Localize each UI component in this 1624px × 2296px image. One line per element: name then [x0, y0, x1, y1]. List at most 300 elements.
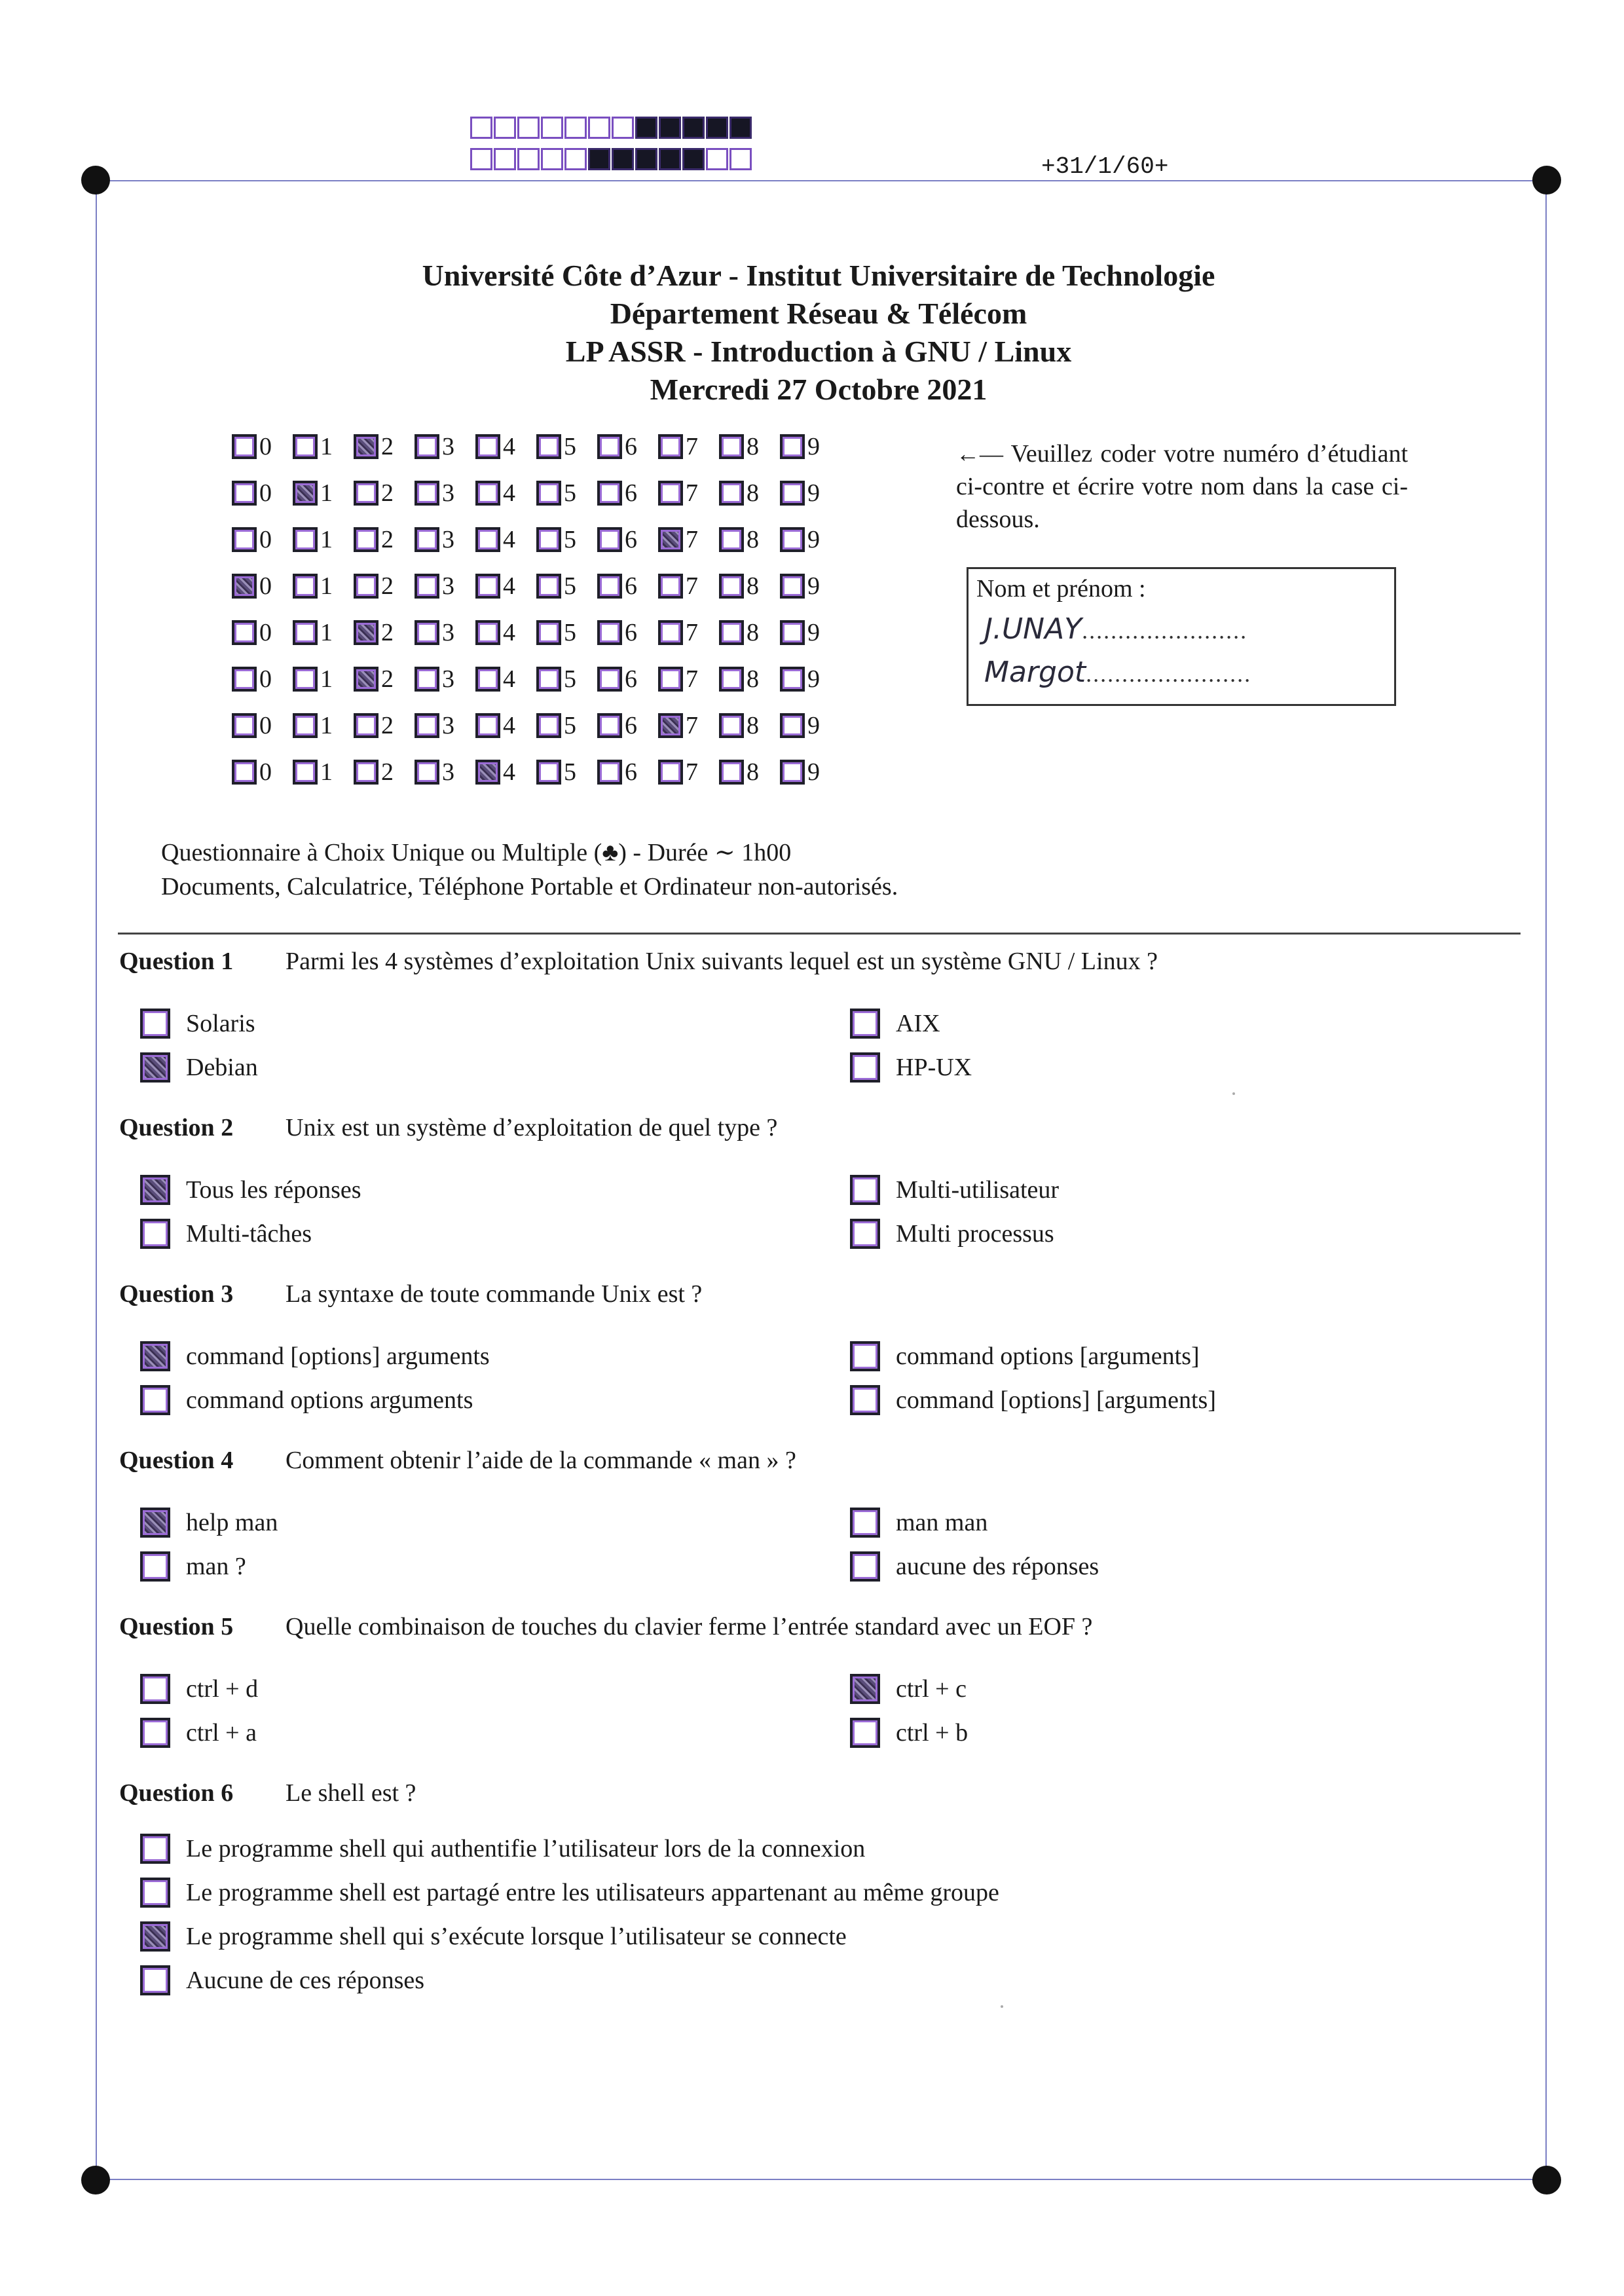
answer-checkbox[interactable]: [140, 1219, 170, 1249]
digit-checkbox[interactable]: [232, 481, 257, 506]
answer-checkbox[interactable]: [140, 1341, 170, 1371]
student-id-digit-option[interactable]: [293, 525, 354, 554]
student-id-digit-option[interactable]: [597, 665, 658, 694]
digit-label: 4: [503, 572, 515, 600]
digit-label: 5: [564, 712, 576, 739]
digit-checkbox[interactable]: [536, 481, 561, 506]
student-id-digit-option[interactable]: [780, 432, 841, 461]
page-barcode-row-2: [470, 148, 752, 170]
student-id-digit-option[interactable]: [354, 711, 415, 740]
first-name-line[interactable]: [984, 656, 1251, 689]
student-id-digit-option[interactable]: [658, 432, 719, 461]
answer-checkbox[interactable]: [850, 1674, 880, 1704]
student-id-digit-option[interactable]: [658, 479, 719, 508]
student-id-digit-option[interactable]: [719, 758, 780, 787]
digit-checkbox[interactable]: [536, 527, 561, 552]
digit-checkbox[interactable]: [719, 667, 744, 692]
answer-label: Le programme shell est partagé entre les utilisateurs appartenant au même groupe: [186, 1879, 999, 1906]
answer-option[interactable]: [140, 1341, 490, 1371]
digit-checkbox[interactable]: [232, 574, 257, 599]
student-id-digit-option[interactable]: [597, 479, 658, 508]
answer-option[interactable]: [850, 1175, 1059, 1205]
answer-checkbox[interactable]: [140, 1508, 170, 1538]
barcode-cell: [682, 148, 705, 170]
answer-option[interactable]: [140, 1921, 847, 1952]
digit-label: 7: [686, 619, 698, 646]
student-id-digit-option[interactable]: [719, 479, 780, 508]
digit-checkbox[interactable]: [597, 620, 622, 645]
student-id-digit-option[interactable]: [536, 711, 597, 740]
student-id-digit-option[interactable]: [536, 665, 597, 694]
student-id-digit-option[interactable]: [415, 618, 475, 647]
digit-checkbox[interactable]: [354, 620, 378, 645]
digit-checkbox[interactable]: [719, 527, 744, 552]
last-name-line[interactable]: [984, 612, 1247, 646]
digit-label: 3: [442, 572, 454, 600]
name-box-label: Nom et prénom :: [976, 575, 1146, 602]
student-id-digit-option[interactable]: [232, 479, 293, 508]
digit-label: 3: [442, 619, 454, 646]
digit-label: 9: [807, 758, 820, 786]
answer-option[interactable]: [140, 1718, 257, 1748]
student-id-row: [232, 572, 841, 618]
answer-checkbox[interactable]: [850, 1718, 880, 1748]
digit-checkbox[interactable]: [475, 434, 500, 459]
digit-checkbox[interactable]: [232, 667, 257, 692]
student-id-digit-option[interactable]: [780, 618, 841, 647]
student-id-digit-option[interactable]: [415, 758, 475, 787]
first-name-handwritten: Margot: [984, 656, 1086, 689]
answer-option[interactable]: [850, 1052, 972, 1083]
answer-option[interactable]: [140, 1385, 473, 1415]
student-id-digit-option[interactable]: [536, 758, 597, 787]
digit-checkbox[interactable]: [475, 667, 500, 692]
digit-checkbox[interactable]: [597, 481, 622, 506]
student-id-digit-option[interactable]: [475, 479, 536, 508]
name-box[interactable]: [967, 567, 1396, 706]
digit-label: 1: [320, 433, 333, 460]
digit-checkbox[interactable]: [293, 481, 318, 506]
digit-label: 4: [503, 758, 515, 786]
answer-option[interactable]: [140, 1965, 424, 1995]
student-id-digit-option[interactable]: [354, 572, 415, 601]
student-id-digit-option[interactable]: [232, 432, 293, 461]
digit-checkbox[interactable]: [780, 434, 805, 459]
answer-checkbox[interactable]: [140, 1834, 170, 1864]
answer-option[interactable]: [140, 1508, 278, 1538]
digit-checkbox[interactable]: [597, 760, 622, 785]
id-instructions: [956, 437, 1408, 536]
digit-label: 4: [503, 526, 515, 553]
answer-checkbox[interactable]: [850, 1385, 880, 1415]
answer-option[interactable]: [140, 1009, 255, 1039]
digit-label: 9: [807, 665, 820, 693]
digit-checkbox[interactable]: [293, 760, 318, 785]
digit-label: 0: [259, 712, 272, 739]
digit-checkbox[interactable]: [536, 667, 561, 692]
student-id-digit-option[interactable]: [658, 525, 719, 554]
barcode-cell: [659, 117, 681, 139]
digit-label: 2: [381, 712, 394, 739]
digit-label: 2: [381, 665, 394, 693]
question-text: Parmi les 4 systèmes d’exploitation Unix suivants lequel est un système GNU / Linux ?: [286, 948, 1158, 975]
digit-checkbox[interactable]: [719, 620, 744, 645]
student-id-digit-option[interactable]: [475, 665, 536, 694]
answer-checkbox[interactable]: [140, 1551, 170, 1582]
student-id-digit-option[interactable]: [780, 479, 841, 508]
digit-checkbox[interactable]: [232, 760, 257, 785]
student-id-digit-option[interactable]: [232, 618, 293, 647]
student-id-digit-option[interactable]: [293, 572, 354, 601]
answer-checkbox[interactable]: [850, 1508, 880, 1538]
student-id-digit-option[interactable]: [354, 758, 415, 787]
digit-checkbox[interactable]: [475, 527, 500, 552]
student-id-digit-option[interactable]: [719, 572, 780, 601]
barcode-cell: [706, 148, 728, 170]
barcode-cell: [541, 148, 563, 170]
digit-checkbox[interactable]: [597, 713, 622, 738]
student-id-digit-option[interactable]: [354, 479, 415, 508]
digit-checkbox[interactable]: [293, 667, 318, 692]
student-id-digit-option[interactable]: [354, 525, 415, 554]
question-label: Question 3: [119, 1280, 234, 1308]
digit-label: 2: [381, 619, 394, 646]
student-id-digit-option[interactable]: [415, 525, 475, 554]
digit-checkbox[interactable]: [232, 713, 257, 738]
student-id-digit-option[interactable]: [536, 618, 597, 647]
barcode-cell: [470, 117, 492, 139]
digit-checkbox[interactable]: [475, 760, 500, 785]
student-id-digit-option[interactable]: [597, 758, 658, 787]
answer-checkbox[interactable]: [850, 1341, 880, 1371]
student-id-digit-option[interactable]: [658, 758, 719, 787]
student-id-digit-option[interactable]: [354, 618, 415, 647]
student-id-digit-option[interactable]: [232, 525, 293, 554]
digit-checkbox[interactable]: [658, 713, 683, 738]
student-id-digit-option[interactable]: [293, 432, 354, 461]
separator-line: [118, 933, 1521, 935]
digit-checkbox[interactable]: [780, 574, 805, 599]
answer-option[interactable]: [850, 1674, 967, 1704]
digit-checkbox[interactable]: [780, 667, 805, 692]
student-id-digit-option[interactable]: [719, 525, 780, 554]
digit-checkbox[interactable]: [536, 574, 561, 599]
barcode-cell: [729, 148, 752, 170]
answer-option[interactable]: [140, 1834, 865, 1864]
digit-checkbox[interactable]: [232, 527, 257, 552]
answer-checkbox[interactable]: [140, 1674, 170, 1704]
digit-checkbox[interactable]: [415, 527, 439, 552]
digit-checkbox[interactable]: [780, 620, 805, 645]
student-id-digit-option[interactable]: [658, 665, 719, 694]
digit-label: 4: [503, 619, 515, 646]
digit-label: 9: [807, 572, 820, 600]
digit-checkbox[interactable]: [719, 574, 744, 599]
digit-checkbox[interactable]: [415, 620, 439, 645]
student-id-digit-option[interactable]: [536, 525, 597, 554]
answer-label: Tous les réponses: [186, 1176, 361, 1204]
barcode-cell: [682, 117, 705, 139]
digit-checkbox[interactable]: [475, 481, 500, 506]
student-id-digit-option[interactable]: [415, 572, 475, 601]
answer-option[interactable]: [850, 1009, 940, 1039]
answer-option[interactable]: [140, 1052, 258, 1083]
digit-checkbox[interactable]: [354, 667, 378, 692]
digit-checkbox[interactable]: [780, 527, 805, 552]
digit-checkbox[interactable]: [780, 760, 805, 785]
digit-label: 1: [320, 758, 333, 786]
student-id-digit-option[interactable]: [475, 711, 536, 740]
digit-label: 1: [320, 479, 333, 507]
barcode-cell: [635, 117, 657, 139]
barcode-cell: [494, 117, 516, 139]
digit-checkbox[interactable]: [536, 713, 561, 738]
barcode-cell: [494, 148, 516, 170]
answer-option[interactable]: [140, 1219, 312, 1249]
digit-checkbox[interactable]: [354, 760, 378, 785]
digit-checkbox[interactable]: [780, 713, 805, 738]
digit-checkbox[interactable]: [597, 527, 622, 552]
answer-label: ctrl + b: [896, 1719, 969, 1747]
digit-checkbox[interactable]: [658, 620, 683, 645]
answer-checkbox[interactable]: [850, 1219, 880, 1249]
student-id-row: [232, 711, 841, 758]
student-id-digit-option[interactable]: [293, 618, 354, 647]
student-id-digit-option[interactable]: [475, 432, 536, 461]
question-text: La syntaxe de toute commande Unix est ?: [286, 1280, 703, 1308]
barcode-cell: [588, 117, 610, 139]
student-id-digit-option[interactable]: [415, 711, 475, 740]
digit-checkbox[interactable]: [293, 620, 318, 645]
student-id-digit-option[interactable]: [536, 572, 597, 601]
student-id-digit-option[interactable]: [475, 758, 536, 787]
digit-checkbox[interactable]: [415, 481, 439, 506]
question-text: Quelle combinaison de touches du clavier ferme l’entrée standard avec un EOF ?: [286, 1613, 1093, 1640]
student-id-digit-option[interactable]: [293, 479, 354, 508]
digit-checkbox[interactable]: [536, 434, 561, 459]
question-label: Question 6: [119, 1779, 234, 1807]
last-name-handwritten: J.UNAY: [984, 612, 1082, 646]
digit-checkbox[interactable]: [658, 667, 683, 692]
digit-checkbox[interactable]: [658, 760, 683, 785]
digit-label: 0: [259, 433, 272, 460]
student-id-digit-option[interactable]: [597, 618, 658, 647]
digit-label: 2: [381, 526, 394, 553]
student-id-digit-option[interactable]: [536, 479, 597, 508]
header-university: Université Côte d’Azur - Institut Universitaire de Technologie: [422, 259, 1215, 292]
digit-checkbox[interactable]: [719, 481, 744, 506]
student-id-digit-option[interactable]: [415, 479, 475, 508]
student-id-digit-option[interactable]: [719, 432, 780, 461]
student-id-digit-option[interactable]: [293, 711, 354, 740]
digit-checkbox[interactable]: [597, 667, 622, 692]
digit-checkbox[interactable]: [232, 620, 257, 645]
answer-option[interactable]: [140, 1551, 246, 1582]
student-id-digit-option[interactable]: [719, 711, 780, 740]
student-id-digit-option[interactable]: [415, 665, 475, 694]
answer-option[interactable]: [850, 1551, 1099, 1582]
digit-checkbox[interactable]: [415, 713, 439, 738]
student-id-row: [232, 479, 841, 525]
digit-checkbox[interactable]: [293, 527, 318, 552]
digit-label: 3: [442, 665, 454, 693]
digit-label: 8: [747, 526, 759, 553]
answer-option[interactable]: [850, 1508, 987, 1538]
answer-checkbox[interactable]: [140, 1921, 170, 1952]
digit-label: 9: [807, 526, 820, 553]
digit-label: 4: [503, 712, 515, 739]
answer-checkbox[interactable]: [140, 1965, 170, 1995]
digit-checkbox[interactable]: [293, 434, 318, 459]
answer-checkbox[interactable]: [850, 1175, 880, 1205]
digit-checkbox[interactable]: [475, 620, 500, 645]
digit-label: 8: [747, 433, 759, 460]
student-id-digit-option[interactable]: [475, 618, 536, 647]
barcode-cell: [564, 148, 587, 170]
student-id-digit-option[interactable]: [719, 618, 780, 647]
digit-label: 6: [625, 526, 637, 553]
answer-checkbox[interactable]: [140, 1878, 170, 1908]
digit-label: 3: [442, 526, 454, 553]
student-id-digit-option[interactable]: [597, 432, 658, 461]
digit-checkbox[interactable]: [354, 527, 378, 552]
digit-checkbox[interactable]: [658, 574, 683, 599]
digit-label: 0: [259, 526, 272, 553]
answer-label: ctrl + d: [186, 1675, 259, 1703]
digit-checkbox[interactable]: [719, 434, 744, 459]
answer-option[interactable]: [850, 1385, 1216, 1415]
student-id-digit-option[interactable]: [658, 618, 719, 647]
digit-checkbox[interactable]: [415, 434, 439, 459]
answer-label: man man: [896, 1509, 988, 1536]
answer-option[interactable]: [850, 1219, 1054, 1249]
digit-checkbox[interactable]: [719, 760, 744, 785]
digit-checkbox[interactable]: [354, 574, 378, 599]
answer-label: help man: [186, 1509, 278, 1536]
answer-checkbox[interactable]: [140, 1009, 170, 1039]
question-text: Comment obtenir l’aide de la commande « man » ?: [286, 1447, 796, 1474]
barcode-cell: [612, 117, 634, 139]
student-id-digit-option[interactable]: [719, 665, 780, 694]
student-id-row: [232, 432, 841, 479]
student-id-digit-option[interactable]: [232, 665, 293, 694]
digit-label: 4: [503, 433, 515, 460]
student-id-row: [232, 758, 841, 804]
speck-mark: [1232, 1092, 1235, 1095]
student-id-digit-option[interactable]: [658, 572, 719, 601]
digit-label: 4: [503, 665, 515, 693]
student-id-digit-option[interactable]: [780, 758, 841, 787]
digit-checkbox[interactable]: [658, 481, 683, 506]
digit-label: 4: [503, 479, 515, 507]
student-id-digit-option[interactable]: [475, 572, 536, 601]
student-id-digit-option[interactable]: [597, 711, 658, 740]
digit-label: 1: [320, 526, 333, 553]
answer-checkbox[interactable]: [850, 1052, 880, 1083]
digit-checkbox[interactable]: [293, 713, 318, 738]
digit-label: 2: [381, 758, 394, 786]
answer-label: Multi-utilisateur: [896, 1176, 1060, 1204]
student-id-digit-option[interactable]: [658, 711, 719, 740]
digit-checkbox[interactable]: [536, 760, 561, 785]
digit-checkbox[interactable]: [232, 434, 257, 459]
digit-checkbox[interactable]: [354, 713, 378, 738]
student-id-digit-option[interactable]: [415, 432, 475, 461]
digit-checkbox[interactable]: [475, 713, 500, 738]
digit-label: 5: [564, 619, 576, 646]
answer-option[interactable]: [140, 1878, 999, 1908]
digit-label: 8: [747, 665, 759, 693]
digit-label: 6: [625, 712, 637, 739]
answer-option[interactable]: [140, 1674, 258, 1704]
first-name-dots: .......................: [1086, 661, 1252, 687]
digit-checkbox[interactable]: [415, 760, 439, 785]
digit-label: 2: [381, 479, 394, 507]
answer-checkbox[interactable]: [140, 1175, 170, 1205]
digit-label: 6: [625, 572, 637, 600]
student-id-digit-option[interactable]: [293, 758, 354, 787]
student-id-digit-option[interactable]: [293, 665, 354, 694]
digit-checkbox[interactable]: [597, 574, 622, 599]
digit-checkbox[interactable]: [293, 574, 318, 599]
answer-option[interactable]: [850, 1341, 1200, 1371]
answer-label: Debian: [186, 1054, 258, 1081]
student-id-digit-option[interactable]: [232, 711, 293, 740]
answer-option[interactable]: [140, 1175, 361, 1205]
answer-checkbox[interactable]: [850, 1009, 880, 1039]
digit-checkbox[interactable]: [415, 574, 439, 599]
student-id-digit-option[interactable]: [780, 711, 841, 740]
student-id-digit-option[interactable]: [475, 525, 536, 554]
digit-label: 5: [564, 526, 576, 553]
digit-label: 7: [686, 479, 698, 507]
digit-checkbox[interactable]: [536, 620, 561, 645]
answer-label: command [options] arguments: [186, 1342, 490, 1370]
student-id-digit-option[interactable]: [354, 665, 415, 694]
student-id-digit-option[interactable]: [354, 432, 415, 461]
answer-option[interactable]: [850, 1718, 968, 1748]
quiz-info-line-1: Questionnaire à Choix Unique ou Multiple (♣) - Durée ∼ 1h00: [161, 839, 792, 866]
student-id-digit-option[interactable]: [232, 758, 293, 787]
digit-checkbox[interactable]: [415, 667, 439, 692]
student-id-digit-option[interactable]: [536, 432, 597, 461]
student-id-digit-option[interactable]: [232, 572, 293, 601]
digit-checkbox[interactable]: [719, 713, 744, 738]
answer-checkbox[interactable]: [850, 1551, 880, 1582]
digit-checkbox[interactable]: [475, 574, 500, 599]
student-id-row: [232, 665, 841, 711]
digit-label: 7: [686, 433, 698, 460]
student-id-digit-option[interactable]: [780, 665, 841, 694]
answer-checkbox[interactable]: [140, 1052, 170, 1083]
digit-checkbox[interactable]: [597, 434, 622, 459]
student-id-digit-option[interactable]: [780, 525, 841, 554]
digit-checkbox[interactable]: [354, 481, 378, 506]
digit-checkbox[interactable]: [354, 434, 378, 459]
digit-label: 6: [625, 665, 637, 693]
digit-checkbox[interactable]: [658, 434, 683, 459]
student-id-digit-option[interactable]: [597, 525, 658, 554]
student-id-digit-option[interactable]: [597, 572, 658, 601]
digit-checkbox[interactable]: [780, 481, 805, 506]
corner-marker-top-left: [81, 166, 110, 194]
header-date: Mercredi 27 Octobre 2021: [650, 373, 987, 406]
student-id-digit-option[interactable]: [780, 572, 841, 601]
answer-checkbox[interactable]: [140, 1718, 170, 1748]
digit-checkbox[interactable]: [658, 527, 683, 552]
digit-label: 0: [259, 758, 272, 786]
answer-checkbox[interactable]: [140, 1385, 170, 1415]
